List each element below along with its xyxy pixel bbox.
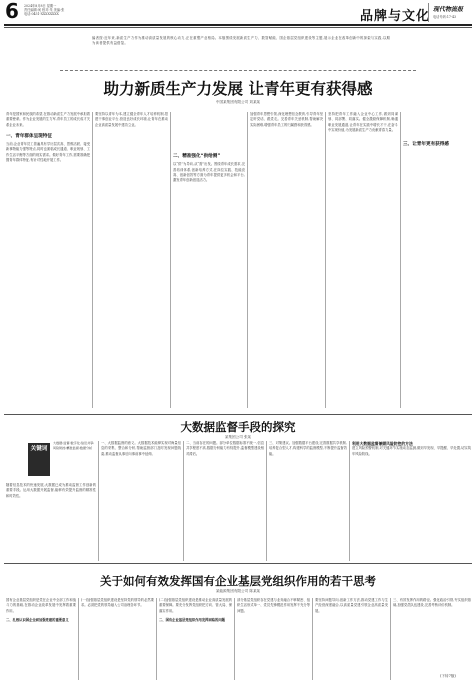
article3-col-divider-4 — [312, 598, 313, 680]
article1-col3-body: 以“供”为导向,从“需”出发。围绕青年成长需求,完善培训体系,创新培养方式,在岗位实践、技能竞赛、创新创效等方面为青年提供更多机会和平台,激发青年创新创造活力。 — [173, 162, 245, 183]
brand-sub: 电话号码:17-43 — [433, 15, 457, 19]
article2-col5-head: 利用大数据监督兼顾风险防控的方法 — [352, 441, 413, 446]
article2-col2: 一、大数据监督的意义。大数据技术能够实现对海量信息的采集、整合和分析,帮助监督部门及时发现问题线索,推动监督从事后向事前事中延伸。 — [101, 441, 181, 456]
article1-subhead-2: 二、精准强化“供给侧” — [173, 154, 221, 159]
article3-col-divider-5 — [390, 598, 391, 680]
article1-byline: 中国某集团有限公司 刘某某 — [215, 100, 261, 104]
article1-col1-body: 当前,企业青年员工普遍具有学历层次高、思维活跃、接受新事物能力强等特点,同时也面临成长通道、职业规划、工作生活平衡等方面的现实需求。做好青年工作,需要准确把握青年群体特征,有针对性地开展工作。 — [6, 142, 90, 163]
article2-col1: 随着信息技术的快速发展,大数据已成为推动监督工作创新的重要手段。运用大数据开展监督,能够有效提升监督的精准性和时效性。 — [6, 483, 96, 498]
header-meta — [24, 4, 94, 17]
article2-col4: 三、对策建议。加强数据平台建设,完善数据共享机制,培养复合型人才,构建科学的监督模型,不断提升监督效能。 — [269, 441, 347, 456]
article3-col1-subhead: 二、扎根认识国企全面加强党建的重要意义 — [6, 617, 69, 622]
brand-name: 现代物流报 — [433, 6, 464, 13]
article3-col6: 三、有效发挥作用的路径。强化政治引领,夯实组织基础,加强党员队伍建设,完善考核评价机制。 — [393, 598, 471, 608]
article1-end-rule — [4, 414, 472, 415]
article2-col3: 二、当前存在的问题。部分单位数据标准不统一,信息共享程度不高,数据分析能力有待提升,监督模型建设相对滞后。 — [186, 441, 264, 456]
article3-col1-body: 国有企业基层党组织是党在企业中全部工作和战斗力的基础,在推动企业改革发展中发挥着重要作用。 — [6, 598, 76, 613]
article3-col5: 要坚持问题导向,创新工作方法,推动党建工作与生产经营深度融合,以高质量党建引领企业高质量发展。 — [315, 598, 388, 613]
article2-col-divider-3 — [266, 441, 267, 561]
article3-col3 — [159, 598, 232, 680]
article1-subhead-1: 一、青年群体呈现特征 — [6, 133, 52, 139]
keyword-box: 关键词 — [28, 443, 50, 476]
article2-col5 — [352, 441, 471, 561]
article2-col-divider-4 — [349, 441, 350, 561]
article1-col-divider-5 — [400, 112, 401, 408]
date-line: 2024年8月8日 星期一 — [24, 4, 57, 8]
editor-intro: 编者按:近年来,新质生产力作为推动高质量发展的核心动力,正在重塑产业格局。本版围绕发展新质生产力、数智赋能、国企基层党组织建设等主题,展示企业在改革创新中的探索与实践,以期为读者提供有益借鉴。 — [92, 36, 391, 46]
article1-subhead-3: 三、让青年更有获得感 — [403, 142, 449, 147]
continued-note: (下转7版) — [440, 674, 456, 678]
article3-col-divider-1 — [78, 598, 79, 680]
article1-col-divider-3 — [247, 112, 248, 408]
article1-col5: 坚持把青年工作融入企业中心工作,做到同谋划、同部署、同落实。健全激励保障机制,畅通职业发展通道,让青年在实践中增长才干,在奋斗中实现价值,为发展新质生产力贡献青春力量。 — [328, 112, 398, 132]
article2-byline: 某集团公司 张某 — [224, 435, 252, 439]
article1-col6 — [403, 112, 471, 410]
article2-end-rule — [4, 563, 472, 564]
article3-col1 — [6, 598, 76, 680]
article2-col-divider-2 — [183, 441, 184, 561]
header-rule-thick — [4, 24, 472, 26]
article1-col1 — [6, 112, 90, 410]
article2-col5-body: 建立风险预警机制,对关键环节实施动态监测,做到早发现、早提醒、早处置,切实筑牢风险防线。 — [352, 446, 471, 456]
phone-line: 电话:0451-XXXXXXXX — [24, 12, 59, 17]
article3-byline: 某能源集团有限公司 陈某某 — [215, 589, 261, 593]
article3-col-divider-3 — [234, 598, 235, 680]
article3-col4: 部分基层党组织存在党建与业务融合不够紧密、组织生活形式单一、党员先锋模范作用发挥不充分等问题。 — [237, 598, 310, 613]
article1-col-divider-4 — [325, 112, 326, 408]
intro-divider — [60, 70, 416, 71]
editors-line: 责任编辑:何 校对:朱 美编:张 — [24, 8, 65, 13]
article1-title: 助力新质生产力发展 让青年更有获得感 — [103, 80, 373, 98]
article1-col-divider-2 — [170, 112, 171, 408]
article2-title: 大数据监督手段的探究 — [180, 420, 296, 434]
article3-col3-subhead: 二、国有企业基层党组织作用发挥面临的问题 — [159, 617, 225, 622]
section-title: 品牌与文化 — [360, 9, 431, 24]
article1-col3 — [173, 112, 245, 410]
header-rule-thin — [4, 27, 472, 28]
article1-lead: 青年是国家和民族的希望,在推动新质生产力发展中承担着重要使命。作为企业发展的生力军,青年员工的成长成才关系企业未来。 — [6, 112, 90, 127]
article3-col2: (一)加强基层党组织建设是坚持党的领导的必然要求。必须把党的领导融入公司治理各环节。 — [81, 598, 154, 608]
keyword-text: 大数据;监督;数字化;信息共享;风险防控;精准监督;数据分析 — [53, 441, 95, 450]
article1-col-divider-1 — [92, 112, 93, 408]
article3-col3-body: (二)加强基层党组织建设是推动企业高质量发展的重要保障。要充分发挥党组织把方向、管大局、保落实作用。 — [159, 598, 232, 613]
page-number: 6 — [5, 0, 19, 23]
article3-title: 关于如何有效发挥国有企业基层党组织作用的若干思考 — [100, 574, 376, 588]
article2-col-divider-1 — [98, 441, 99, 561]
article3-col-divider-2 — [156, 598, 157, 680]
article1-col4: 加强青年思想引领,深化理想信念教育,引导青年坚定听党话、跟党走。完善青年关爱机制,帮助解决实际困难,增强青年员工的归属感和获得感。 — [250, 112, 323, 127]
article1-col2: 要坚持以青年为本,建立健全青年人才培养机制,搭建干事创业平台,营造良好成长环境,让青年在推动企业高质量发展中建功立业。 — [95, 112, 168, 127]
